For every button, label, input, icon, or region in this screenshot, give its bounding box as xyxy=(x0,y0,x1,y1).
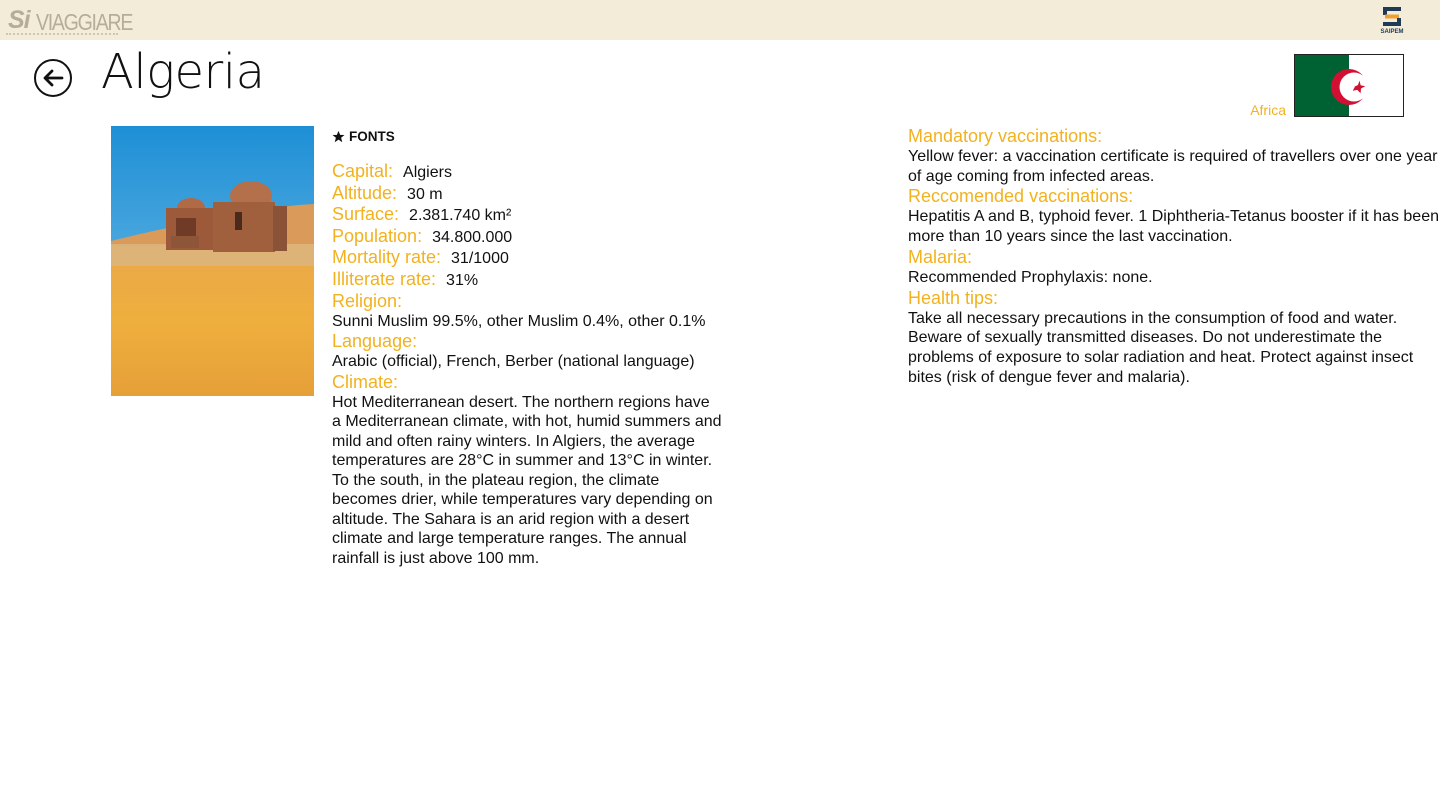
saipem-text: SAIPEM xyxy=(1380,29,1404,35)
region-label[interactable]: Africa xyxy=(1250,102,1286,118)
health-info xyxy=(908,126,1440,387)
fonts-link[interactable] xyxy=(332,126,732,146)
climate-label: Climate: xyxy=(332,371,399,392)
fact-illiterate-rate xyxy=(332,269,732,291)
top-bar xyxy=(0,0,1440,40)
country-photo xyxy=(111,126,314,396)
desert-photo-image xyxy=(111,126,314,396)
recommended-vaccinations-value: Hepatitis A and B, typhoid fever. 1 Diphtheria-Tetanus booster if it has been more than 10 years since the last vaccination. xyxy=(908,208,1439,246)
fact-altitude xyxy=(332,183,732,205)
religion-label: Religion: xyxy=(332,290,403,311)
fact-surface xyxy=(332,204,732,226)
mandatory-vaccinations-label: Mandatory vaccinations: xyxy=(908,126,1103,146)
recommended-vaccinations-label: Reccomended vaccinations: xyxy=(908,186,1134,207)
fact-mortality-rate xyxy=(332,247,732,269)
country-flag xyxy=(1294,54,1404,117)
fact-value: 34.800.000 xyxy=(432,228,513,246)
fact-value: 2.381.740 km² xyxy=(409,207,512,225)
language-value: Arabic (official), French, Berber (national language) xyxy=(332,353,695,371)
fact-value: Algiers xyxy=(403,164,452,181)
malaria-label: Malaria: xyxy=(908,246,973,267)
brand-tagline xyxy=(6,33,118,35)
fact-value: 30 m xyxy=(407,185,443,203)
arrow-left-icon xyxy=(42,69,64,87)
brand-name: VIAGGIARE xyxy=(36,9,133,35)
saipem-mark-icon xyxy=(1380,5,1404,28)
fact-population xyxy=(332,226,732,248)
fact-label: Mortality rate: xyxy=(332,247,442,268)
country-info xyxy=(332,126,732,568)
fact-label: Population: xyxy=(332,225,423,246)
health-tips-value: Take all necessary precautions in the consumption of food and water. Beware of sexually transmitted diseases. Do not underestimate the problems of exposure to solar radiation and heat. Protect against insect bites (risk of dengue fever and malaria). xyxy=(908,309,1414,386)
mandatory-vaccinations-value: Yellow fever: a vaccination certificate is required of travellers over one year of age coming from infected areas. xyxy=(908,148,1438,185)
religion-value: Sunni Muslim 99.5%, other Muslim 0.4%, other 0.1% xyxy=(332,312,706,330)
language-label: Language: xyxy=(332,331,418,352)
brand-prefix: Si xyxy=(8,6,30,34)
saipem-logo xyxy=(1377,5,1407,39)
star-icon xyxy=(332,130,345,143)
malaria-value: Recommended Prophylaxis: none. xyxy=(908,268,1153,286)
health-tips-label: Health tips: xyxy=(908,287,999,308)
fact-label: Altitude: xyxy=(332,182,398,203)
climate-value: Hot Mediterranean desert. The northern regions have a Mediterranean climate, with hot, humid summers and mild and often rainy winters. In Algiers, the average temperatures are 28°C in summer and 13°C in winter. To the south, in the plateau region, the climate becomes drier, while temperatures vary depending on altitude. The Sahara is an arid region with a desert climate and large temperature ranges. The annual rainfall is just above 100 mm. xyxy=(332,393,722,567)
page-title: Algeria xyxy=(101,44,265,100)
fact-value: 31% xyxy=(446,271,479,289)
fact-value: 31/1000 xyxy=(451,250,509,268)
facts-list xyxy=(332,161,732,291)
fact-label: Capital: xyxy=(332,161,394,181)
fact-label: Illiterate rate: xyxy=(332,268,437,289)
fact-capital xyxy=(332,161,732,183)
fonts-link-label: FONTS xyxy=(349,128,395,144)
crescent-star-icon xyxy=(1295,55,1404,117)
back-button[interactable] xyxy=(34,59,72,97)
fact-label: Surface: xyxy=(332,204,400,225)
